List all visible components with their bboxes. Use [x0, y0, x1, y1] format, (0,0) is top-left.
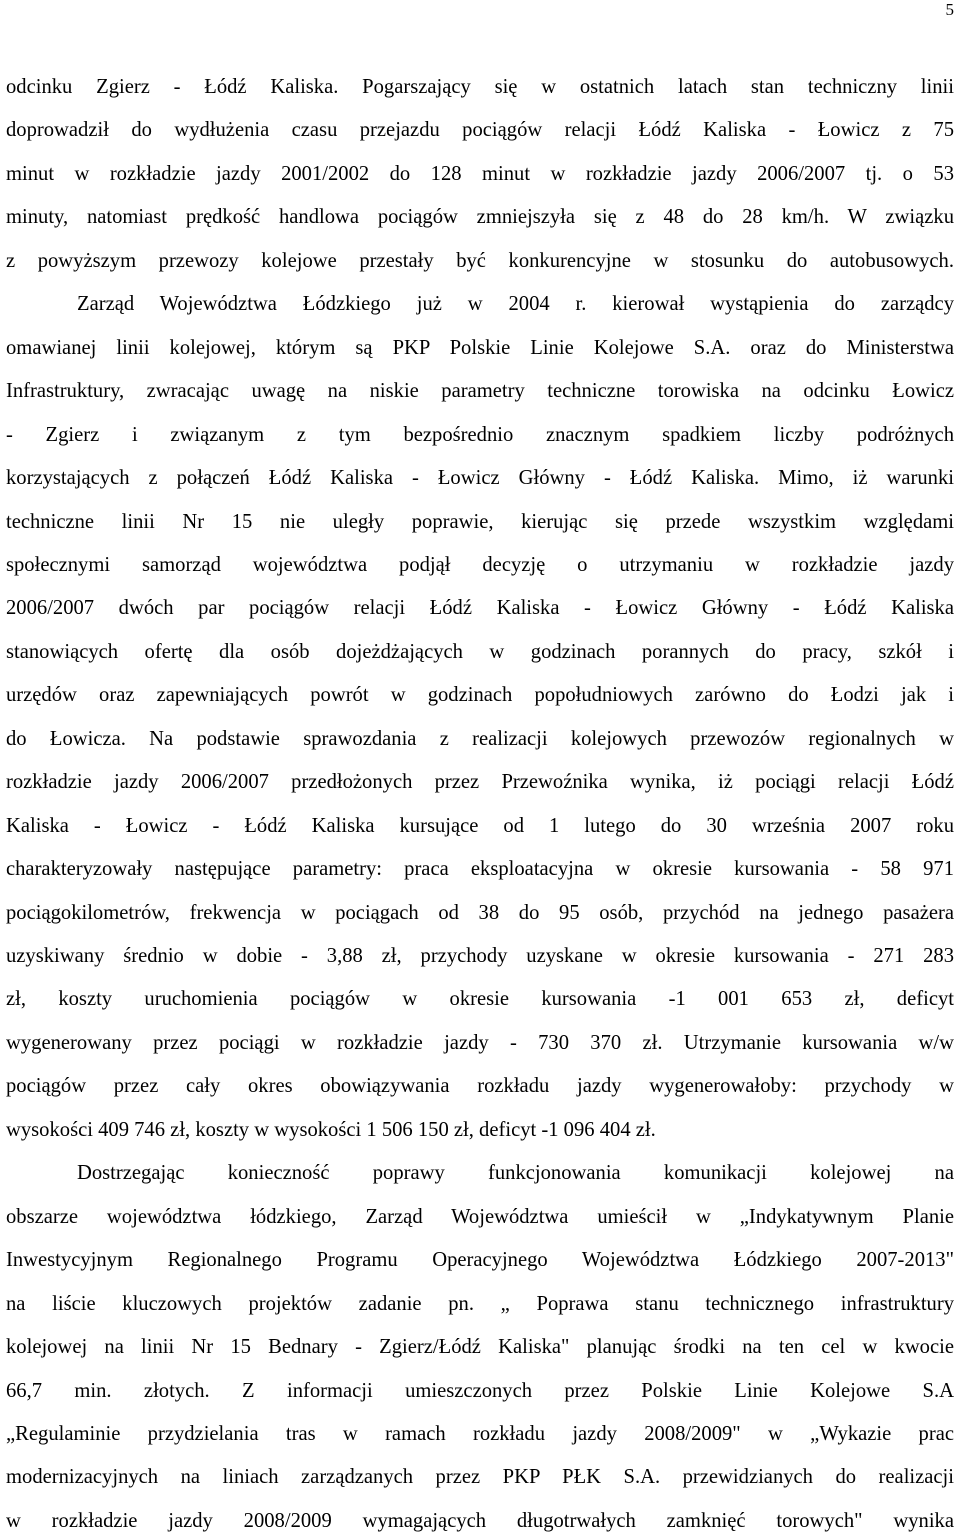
text-line: odcinku Zgierz - Łódź Kaliska. Pogarszający się w ostatnich latach stan techniczny linii: [6, 76, 954, 98]
text-line: doprowadził do wydłużenia czasu przejazdu pociągów relacji Łódź Kaliska - Łowicz z 75: [6, 119, 954, 142]
text-line: Infrastruktury, zwracając uwagę na niskie parametry techniczne torowiska na odcinku Łowicz: [6, 380, 954, 403]
text-line: Zarząd Województwa Łódzkiego już w 2004 r. kierował wystąpienia do zarządcy: [77, 293, 954, 316]
text-line: modernizacyjnych na liniach zarządzanych przez PKP PŁK S.A. przewidzianych do realizacji: [6, 1466, 954, 1489]
text-line: minut w rozkładzie jazdy 2001/2002 do 128 minut w rozkładzie jazdy 2006/2007 tj. o 53: [6, 162, 954, 185]
text-line: - Zgierz i związanym z tym bezpośrednio znacznym spadkiem liczby podróżnych: [6, 423, 954, 446]
text-line: minuty, natomiast prędkość handlowa pociągów zmniejszyła się z 48 do 28 km/h. W związku: [6, 206, 954, 229]
text-line: do Łowicza. Na podstawie sprawozdania z realizacji kolejowych przewozów regionalnych w: [6, 727, 954, 750]
text-line: z powyższym przewozy kolejowe przestały być konkurencyjne w stosunku do autobusowych.: [6, 249, 954, 272]
text-line: pociągokilometrów, frekwencja w pociągach od 38 do 95 osób, przychód na jednego pasażera: [6, 901, 954, 924]
text-line: techniczne linii Nr 15 nie uległy poprawie, kierując się przede wszystkim względami: [6, 510, 954, 533]
text-line: stanowiących ofertę dla osób dojeżdżających w godzinach porannych do pracy, szkół i: [6, 640, 954, 663]
text-line: pociągów przez cały okres obowiązywania rozkładu jazdy wygenerowałoby: przychody w: [6, 1075, 954, 1098]
page-number: 5: [945, 0, 954, 19]
text-line: 66,7 min. złotych. Z informacji umieszczonych przez Polskie Linie Kolejowe S.A: [6, 1379, 954, 1402]
text-line: „Regulaminie przydzielania tras w ramach rozkładu jazdy 2008/2009" w „Wykazie prac: [6, 1422, 954, 1445]
text-line: kolejowej na linii Nr 15 Bednary - Zgierz/Łódź Kaliska" planując środki na ten cel w kwocie: [6, 1336, 954, 1359]
text-line: zł, koszty uruchomienia pociągów w okresie kursowania -1 001 653 zł, deficyt: [6, 988, 954, 1011]
text-line: rozkładzie jazdy 2006/2007 przedłożonych przez Przewoźnika wynika, iż pociągi relacji Łódź: [6, 771, 954, 794]
text-line: obszarze województwa łódzkiego, Zarząd Województwa umieścił w „Indykatywnym Planie: [6, 1205, 954, 1228]
text-line: społecznymi samorząd województwa podjął decyzję o utrzymaniu w rozkładzie jazdy: [6, 553, 954, 576]
text-line: omawianej linii kolejowej, którym są PKP Polskie Linie Kolejowe S.A. oraz do Ministerstwa: [6, 336, 954, 359]
text-line: wysokości 409 746 zł, koszty w wysokości 1 506 150 zł, deficyt -1 096 404 zł.: [6, 1118, 656, 1141]
text-line: na liście kluczowych projektów zadanie pn. „ Poprawa stanu technicznego infrastruktury: [6, 1292, 954, 1315]
text-line: charakteryzowały następujące parametry: praca eksploatacyjna w okresie kursowania - 58 971: [6, 858, 954, 881]
text-line: Kaliska - Łowicz - Łódź Kaliska kursujące od 1 lutego do 30 września 2007 roku: [6, 814, 954, 837]
text-line: wygenerowany przez pociągi w rozkładzie jazdy - 730 370 zł. Utrzymanie kursowania w/w: [6, 1031, 954, 1054]
text-line: uzyskiwany średnio w dobie - 3,88 zł, przychody uzyskane w okresie kursowania - 271 283: [6, 945, 954, 967]
text-line: urzędów oraz zapewniających powrót w godzinach popołudniowych zarówno do Łodzi jak i: [6, 684, 954, 707]
text-line: w rozkładzie jazdy 2008/2009 wymagających długotrwałych zamknięć torowych" wynika: [6, 1509, 954, 1532]
text-line: 2006/2007 dwóch par pociągów relacji Łódź Kaliska - Łowicz Główny - Łódź Kaliska: [6, 597, 954, 620]
text-line: Dostrzegając konieczność poprawy funkcjonowania komunikacji kolejowej na: [77, 1162, 954, 1185]
text-line: korzystających z połączeń Łódź Kaliska - Łowicz Główny - Łódź Kaliska. Mimo, iż warunki: [6, 467, 954, 490]
text-line: Inwestycyjnym Regionalnego Programu Operacyjnego Województwa Łódzkiego 2007-2013": [6, 1249, 954, 1272]
